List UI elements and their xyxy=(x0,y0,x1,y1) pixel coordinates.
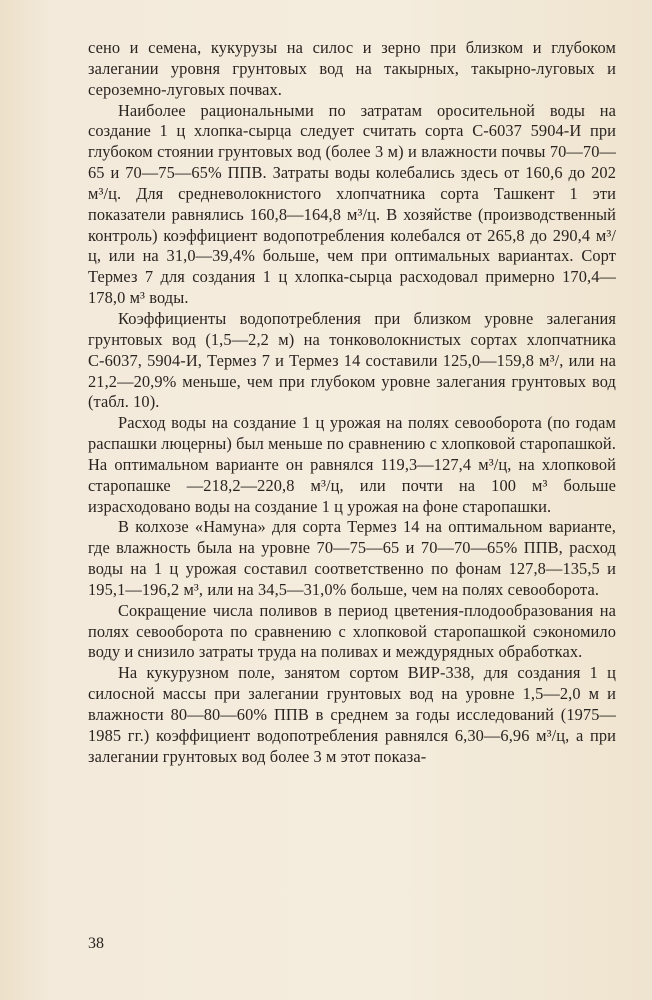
paragraph-irrigation-reduction: Сокращение числа поливов в период цветения-плодообразования на полях севооборота по сравнению с хлопковой старопашкой сэкономило воду и снизило затраты труда на поливах и междурядных обработках. xyxy=(88,600,616,662)
paragraph-cotton-water-costs: Наиболее рациональными по затратам оросительной воды на создание 1 ц хлопка-сырца следует считать сорта С-6037 5904-И при глубоком стоянии грунтовых вод (более 3 м) и влажности почвы 70—70—65 и 70—75—65% ППВ. Затраты воды колебались здесь от 160,6 до 202 м³/ц. Для средневолокнистого хлопчатника сорта Ташкент 1 эти показатели равнялись 160,8—164,8 м³/ц. В хозяйстве (производственный контроль) коэффициент водопотребления колебался от 265,8 до 290,4 м³/ц, или на 31,0—39,4% больше, чем при оптимальных вариантах. Сорт Термез 7 для создания 1 ц хлопка-сырца расходовал примерно 170,4—178,0 м³ воды. xyxy=(88,100,616,308)
paragraph-kolkhoz-namuna: В колхозе «Намуна» для сорта Термез 14 на оптимальном варианте, где влажность была на уровне 70—75—65 и 70—70—65% ППВ, расход воды на 1 ц урожая составил соответственно по фонам 127,8—135,5 и 195,1—196,2 м³, или на 34,5—31,0% больше, чем на полях севооборота. xyxy=(88,517,616,599)
paragraph-water-consumption-coefficients: Коэффициенты водопотребления при близком уровне залегания грунтовых вод (1,5—2,2 м) на тонковолокнистых сортах хлопчатника С-6037, 5904-И, Термез 7 и Термез 14 составили 125,0—159,8 м³/, или на 21,2—20,9% меньше, чем при глубоком уровне залегания грунтовых вод (табл. 10). xyxy=(88,308,616,412)
paragraph-crop-rotation: Расход воды на создание 1 ц урожая на полях севооборота (по годам распашки люцерны) был меньше по сравнению с хлопковой старопашкой. На оптимальном варианте он равнялся 119,3—127,4 м³/ц, на хлопковой старопашке —218,2—220,8 м³/ц, или почти на 100 м³ больше израсходовано воды на создание 1 ц урожая на фоне старопашки. xyxy=(88,413,616,516)
page-number: 38 xyxy=(88,935,104,952)
paragraph-corn-field: На кукурузном поле, занятом сортом ВИР-338, для создания 1 ц силосной массы при залегании грунтовых вод на уровне 1,5—2,0 м и влажности 80—80—60% ППВ в среднем за годы исследований (1975—1985 гг.) коэффициент водопотребления равнялся 6,30—6,96 м³/ц, а при залегании грунтовых вод более 3 м этот показа- xyxy=(88,663,616,766)
paragraph-continued: сено и семена, кукурузы на силос и зерно при близком и глубоком залегании уровня грунтовых вод на такырных, такырно-луговых и сероземно-луговых почвах. xyxy=(88,38,616,99)
body-text xyxy=(88,38,616,768)
